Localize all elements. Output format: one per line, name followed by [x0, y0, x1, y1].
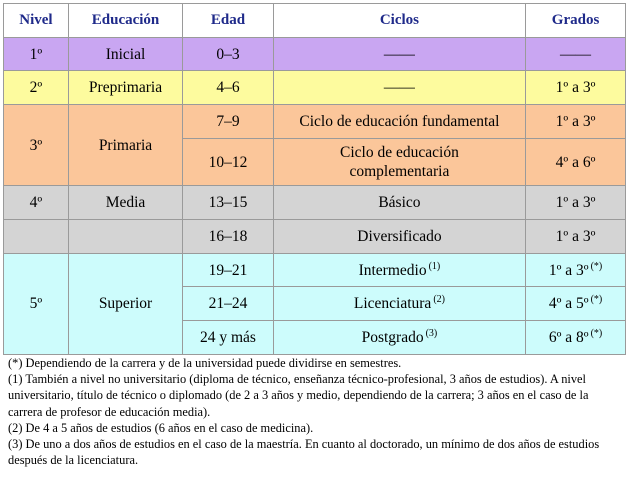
- cell-grados: [526, 321, 625, 354]
- ciclos-text: Postgrado: [361, 329, 424, 347]
- header-grados: Grados: [526, 4, 625, 37]
- cell-grados: 1º a 3º: [526, 105, 625, 138]
- cell-ciclos: [274, 254, 525, 287]
- cell-nivel: 5º: [4, 254, 68, 354]
- header-educacion: Educación: [69, 4, 182, 37]
- cell-edad: 19–21: [183, 254, 273, 287]
- cell-educacion: Superior: [69, 254, 182, 354]
- footnote-2: (2) De 4 a 5 años de estudios (6 años en el caso de medicina).: [8, 420, 314, 435]
- footnote-ref: (2): [433, 294, 445, 306]
- cell-edad: 0–3: [183, 38, 273, 71]
- grados-text: 4º a 5º: [548, 295, 589, 313]
- header-row: [4, 4, 625, 37]
- education-levels-table: [3, 3, 626, 355]
- cell-edad: 24 y más: [183, 321, 273, 354]
- cell-ciclos: [274, 139, 525, 185]
- cell-edad: 4–6: [183, 71, 273, 104]
- header-edad: Edad: [183, 4, 273, 37]
- cell-educacion-empty: [69, 220, 182, 253]
- cell-edad: 13–15: [183, 186, 273, 219]
- footnotes: [8, 355, 623, 468]
- cell-nivel: 3º: [4, 105, 68, 185]
- row-preprimaria: [4, 71, 625, 104]
- row-inicial: [4, 38, 625, 71]
- cell-edad: 21–24: [183, 287, 273, 320]
- cell-grados: ——: [526, 38, 625, 71]
- footnote-star: (*) Dependiendo de la carrera y de la universidad puede dividirse en semestres.: [8, 356, 402, 370]
- footnote-ref: (*): [590, 260, 603, 272]
- ciclos-text: Intermedio: [358, 261, 427, 279]
- footnote-ref: (*): [590, 328, 603, 340]
- cell-educacion: Inicial: [69, 38, 182, 71]
- grados-text: 6º a 8º: [548, 329, 589, 347]
- footnote-ref: (3): [425, 328, 438, 340]
- cell-grados: [526, 254, 625, 287]
- footnote-3: (3) De uno a dos años de estudios en el caso de la maestría. En cuanto al doctorado, un mínimo de dos años de estudios después de la licenciatura.: [8, 437, 600, 468]
- cell-ciclos: [274, 321, 525, 354]
- ciclos-line-2: complementaria: [349, 163, 450, 181]
- row-superior-1: [4, 254, 625, 287]
- cell-nivel: 2º: [4, 71, 68, 104]
- cell-grados: 1º a 3º: [526, 220, 625, 253]
- row-primaria-1: [4, 105, 625, 138]
- cell-grados: 4º a 6º: [526, 139, 625, 185]
- cell-edad: 7–9: [183, 105, 273, 138]
- row-media-1: [4, 186, 625, 219]
- row-media-2: [4, 220, 625, 253]
- cell-ciclos: ——: [274, 71, 525, 104]
- cell-ciclos: Básico: [274, 186, 525, 219]
- cell-edad: 10–12: [183, 139, 273, 185]
- cell-nivel: 4º: [4, 186, 68, 219]
- cell-educacion: Media: [69, 186, 182, 219]
- cell-nivel-empty: [4, 220, 68, 253]
- cell-ciclos: [274, 287, 525, 320]
- grados-text: 1º a 3º: [548, 261, 589, 279]
- footnote-1: (1) También a nivel no universitario (diploma de técnico, enseñanza técnico-profesional, 3 años de estudios). A nivel universitario, título de técnico o diplomado (de 2 a 3 años y medio, dependiendo de la carrera; 3 años en el caso de la carrera de profesor de educación media).: [8, 372, 589, 419]
- ciclos-text: Licenciatura: [353, 295, 432, 313]
- cell-educacion: Preprimaria: [69, 71, 182, 104]
- cell-educacion: Primaria: [69, 105, 182, 185]
- cell-ciclos: ——: [274, 38, 525, 71]
- cell-ciclos: Diversificado: [274, 220, 525, 253]
- header-nivel: Nivel: [4, 4, 68, 37]
- cell-nivel: 1º: [4, 38, 68, 71]
- cell-grados: [526, 287, 625, 320]
- footnote-ref: (*): [590, 294, 603, 306]
- footnote-ref: (1): [428, 260, 441, 272]
- cell-edad: 16–18: [183, 220, 273, 253]
- cell-ciclos: Ciclo de educación fundamental: [274, 105, 525, 138]
- cell-grados: 1º a 3º: [526, 186, 625, 219]
- ciclos-line-1: Ciclo de educación: [340, 144, 459, 162]
- header-ciclos: Ciclos: [274, 4, 525, 37]
- cell-grados: 1º a 3º: [526, 71, 625, 104]
